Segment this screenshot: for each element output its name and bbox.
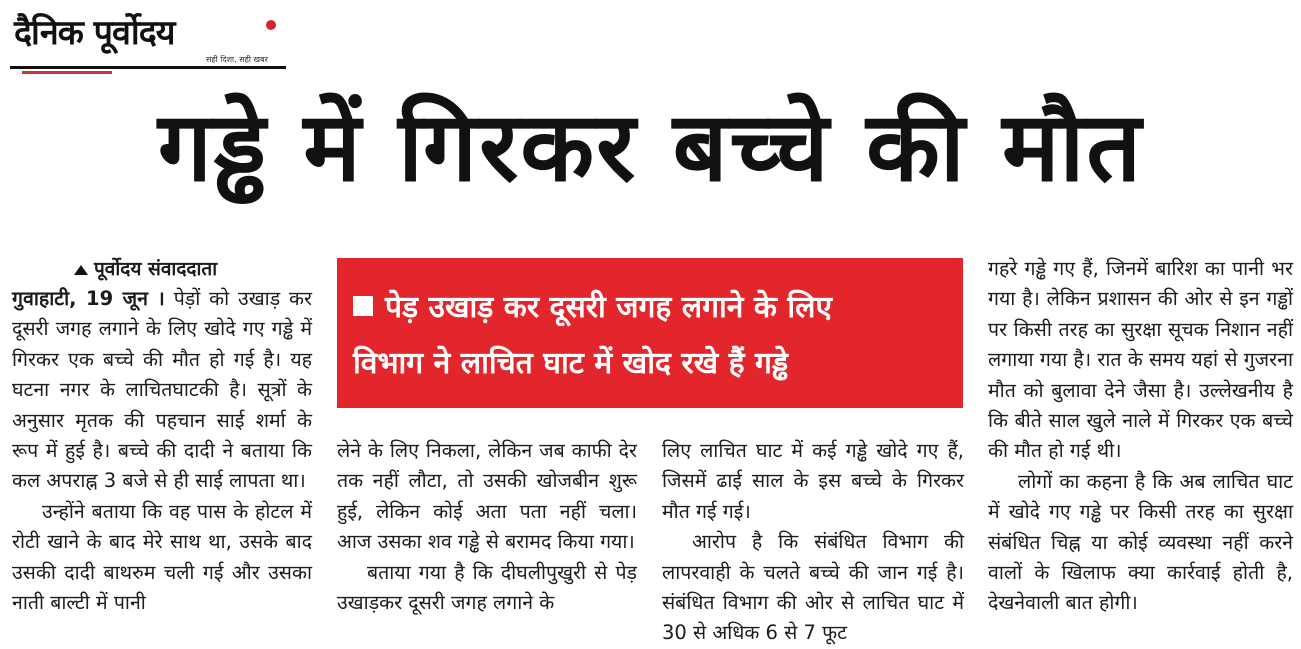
article-column-4 (988, 254, 1293, 619)
masthead-dot-icon (266, 20, 276, 30)
article-paragraph: लेने के लिए निकला, लेकिन जब काफी देर तक नहीं लौटा, तो उसकी खोजबीन शुरू हुई, लेकिन कोई अता पता नहीं चला। आज उसका शव गड्ढे से बरामद किया गया। (337, 439, 637, 554)
article-paragraph: गहरे गड्ढे गए हैं, जिनमें बारिश का पानी भर गया है। लेकिन प्रशासन की ओर से इन गड्ढों पर किसी तरह का सुरक्षा सूचक निशान नहीं लगाया गया है। रात के समय यहां से गुजरना मौत को बुलावा देने जैसा है। उल्लेखनीय है कि बीते साल खुले नाले में गिरकर एक बच्चे की मौत हो गई थी। (988, 257, 1293, 463)
highlight-line-1 (353, 280, 953, 336)
article-paragraph: लोगों का कहना है कि अब लाचित घाट में खोदे गए गड्ढे पर किसी तरह का सुरक्षा संबंधित चिह्न या कोई व्यवस्था नहीं करने वालों के खिलाफ क्या कार्रवाई होती है, देखनेवाली बात होगी। (988, 469, 1293, 615)
square-bullet-icon (353, 296, 373, 316)
article-paragraph (12, 284, 312, 497)
article-paragraph: बताया गया है कि दीघलीपुखुरी से पेड़ उखाड़कर दूसरी जगह लगाने के (337, 560, 637, 615)
masthead-rule (10, 66, 286, 69)
highlight-text-1: पेड़ उखाड़ कर दूसरी जगह लगाने के लिए (385, 290, 833, 325)
article-paragraph: लिए लाचित घाट में कई गड्ढे खोदे गए हैं, जिसमें ढाई साल के इस बच्चे के गिरकर मौत गई गई। (662, 439, 964, 523)
masthead-tagline: सही दिशा, सही खबर (206, 55, 268, 64)
article-headline: गड्ढे में गिरकर बच्चे की मौत (157, 91, 1144, 203)
article-column-2 (337, 436, 637, 618)
article-column-3 (662, 436, 964, 649)
article-paragraph: उन्होंने बताया कि वह पास के होटल में रोटी खाने के बाद मेरे साथ था, उसके बाद उसकी दादी बाथरुम चली गई और उसका नाती बाल्टी में पानी (12, 499, 312, 615)
article-column-1 (12, 254, 312, 618)
newspaper-name: दैनिक पूर्वोदय (14, 13, 175, 53)
paragraph-text: पेड़ों को उखाड़ कर दूसरी जगह लगाने के लिए खोदे गए गड्ढे में गिरकर एक बच्चे की मौत हो गई है। यह घटना नगर के लाचितघाटकी है। सूत्रों के अनुसार मृतक की पहचान साई शर्मा के रूप में हुई है। बच्चे की दादी ने बताया कि कल अपराह्न 3 बजे से ही साई लापता था। (12, 287, 313, 493)
masthead (10, 8, 290, 74)
triangle-icon (74, 265, 88, 275)
masthead-sub-rule (22, 71, 112, 74)
highlight-box (337, 258, 963, 408)
dateline: गुवाहाटी, 19 जून । (12, 287, 165, 310)
byline-text: पूर्वोदय संवाददाता (94, 258, 218, 280)
byline (12, 254, 312, 284)
highlight-line-2: विभाग ने लाचित घाट में खोद रखे हैं गड्ढे (353, 346, 789, 381)
article-paragraph: आरोप है कि संबंधित विभाग की लापरवाही के चलते बच्चे की जान गई है। संबंधित विभाग की ओर से लाचित घाट में 30 से अधिक 6 से 7 फूट (662, 530, 964, 645)
